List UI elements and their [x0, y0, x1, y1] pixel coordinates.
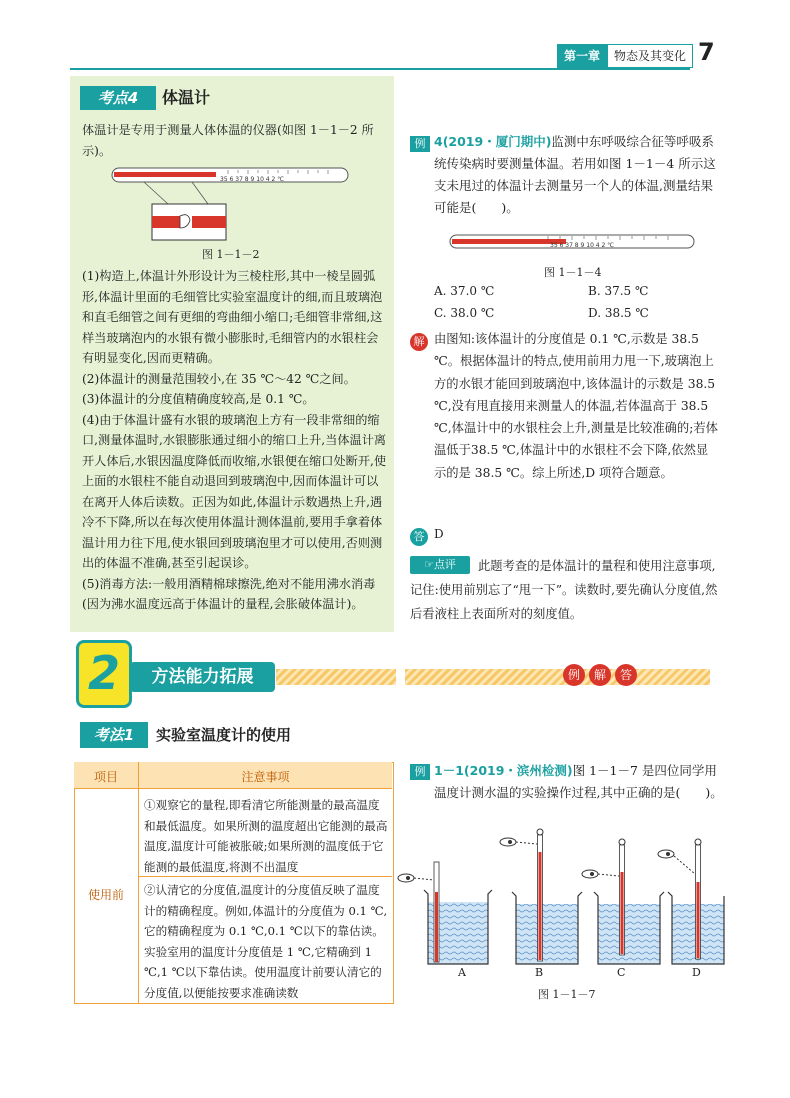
beaker-thermometers-figure [396, 812, 726, 968]
chapter-topic: 物态及其变化 [607, 44, 693, 68]
kaodian-point-3: (3)体温计的分度值精确度较高,是 0.1 ℃。 [82, 392, 315, 406]
section-stripe [276, 669, 396, 685]
example11-source: (2019・滨州检测) [463, 763, 573, 778]
kaodian-title: 体温计 [162, 88, 211, 107]
kaodian-body [82, 266, 388, 615]
option-b: B. 37.5 ℃ [588, 284, 649, 298]
label-a: A [458, 966, 466, 979]
kaodian-point-4: (4)由于体温计盛有水银的玻璃泡上方有一段非常细的缩口,测量体温时,水银膨胀通过细小的缩口上升,当体温计离开人体后,水银因温度降低而收缩,水银便在缩口处断开,使上面的水银柱不能自动退回到玻璃泡中,因而体温计可以在离开人体后读数。正因为如此,体温计示数遇热上升,遇冷不下降,所以在每次使用体温计测体温前,要用手拿着体温计用力往下甩,使水银回到玻璃泡里才可以使用,否则测出的体温不准确,甚至引起误诊。 [82, 412, 387, 570]
label-d: D [692, 966, 701, 979]
table-col-item: 项目 [93, 770, 118, 784]
kaodian-point-5: (5)消毒方法:一般用酒精棉球擦洗,绝对不能用沸水消毒(因为沸水温度远高于体温计的量程,会胀破体温计)。 [82, 576, 376, 611]
example4-source: (2019・厦门期中) [442, 134, 552, 149]
chapter-label: 第一章 [557, 44, 607, 68]
table-col-notes: 注意事项 [241, 770, 290, 784]
table-divider [74, 788, 392, 789]
label-b: B [535, 966, 544, 979]
section-stripe-right [405, 669, 710, 685]
thermometer-figure-1-1-4 [448, 232, 698, 252]
clinical-thermometer-figure [108, 162, 358, 246]
beaker-b [500, 829, 582, 964]
scale-numbers-1-1-4: 35 6 37 8 9 10 4 2 ℃ [550, 242, 614, 249]
option-a: A. 37.0 ℃ [434, 284, 495, 298]
example-tag: 例 [410, 136, 430, 152]
section-title: 方法能力拓展 [130, 662, 275, 692]
figure-caption-1-1-4: 图 1－1－4 [544, 266, 602, 279]
answer-text: D [434, 527, 444, 541]
table-divider [138, 762, 139, 1004]
kaofa-title: 实验室温度计的使用 [156, 726, 292, 744]
example4-question-text: 监测中东呼吸综合征等呼吸系统传染病时要测量体温。若用如图 1－1－4 所示这支未甩过的体温计去测量另一个人的体温,测量结果可能是( )。 [434, 134, 716, 215]
circle-li: 例 [563, 664, 585, 686]
comment-text: 此题考查的是体温计的量程和使用注意事项,记住:使用前别忘了“甩一下”。读数时,要先确认分度值,然后看液柱上表面所对的刻度值。 [410, 559, 718, 621]
comment-tag-label: 点评 [433, 558, 456, 571]
example11-number: 1－1 [434, 763, 464, 778]
circle-da: 答 [615, 664, 637, 686]
figure-caption-1-1-7: 图 1－1－7 [538, 988, 596, 1001]
page-number: 7 [698, 38, 715, 66]
kaodian-intro: 体温计是专用于测量人体体温的仪器(如图 1－1－2 所示)。 [82, 123, 374, 158]
label-c: C [617, 966, 626, 979]
comment-tag [410, 556, 470, 574]
beaker-c [582, 839, 664, 964]
beaker-a [398, 862, 492, 964]
table-row-label: 使用前 [87, 888, 124, 902]
kaodian-badge: 考点4 [80, 86, 156, 110]
example4-question [434, 131, 719, 219]
scale-numbers: 35 6 37 8 9 10 4 2 ℃ [220, 176, 284, 183]
option-d: D. 38.5 ℃ [588, 306, 649, 320]
solution-tag: 解 [410, 333, 428, 351]
pointing-hand-icon: ☞ [424, 558, 434, 571]
circle-jie: 解 [589, 664, 611, 686]
header-rule [70, 68, 690, 70]
answer-tag: 答 [410, 528, 428, 546]
section-number: 2 [76, 640, 132, 708]
kaodian-point-2: (2)体温计的测量范围较小,在 35 ℃～42 ℃之间。 [82, 371, 356, 386]
kaodian-point-1: (1)构造上,体温计外形设计为三棱柱形,其中一棱呈圆弧形,体温计里面的毛细管比实验室温度计的细,而且玻璃泡和直毛细管之间有更细的弯曲细小缩口;毛细管非常细,这样当玻璃泡内的水银有微小膨胀时,毛细管内的水银柱会有明显变化,因而更精确。 [82, 269, 383, 365]
kaofa-badge: 考法1 [80, 722, 148, 748]
example11-question-text: 图 1－1－7 是四位同学用温度计测水温的实验操作过程,其中正确的是( )。 [434, 763, 723, 800]
example4-number: 4 [434, 134, 443, 149]
option-c: C. 38.0 ℃ [434, 306, 495, 320]
table-cell-2: ②认清它的分度值,温度计的分度值反映了温度计的精确程度。例如,体温计的分度值为 0.1 ℃,它的精确程度为 0.1 ℃,0.1 ℃以下的靠估读。实验室用的温度计分度值是 1 ℃,它精确到 1 ℃,1 ℃以下靠估读。使用温度计前要认清它的分度值,以便能按要求准确读数 [144, 883, 388, 1000]
figure-caption-1-1-2: 图 1－1－2 [202, 248, 260, 261]
beaker-d [658, 839, 724, 964]
example11-question [434, 760, 724, 804]
table-cell-1: ①观察它的量程,即看清它所能测量的最高温度和最低温度。如果所测的温度超出它能测的最高温度,温度计可能被胀破;如果所测的温度低于它能测的最低温度,将测不出温度 [144, 798, 388, 874]
solution-text: 由图知:该体温计的分度值是 0.1 ℃,示数是 38.5 ℃。根据体温计的特点,使用前用力甩一下,玻璃泡上方的水银才能回到玻璃泡中,该体温计的示数是 38.5 ℃,没有甩直接用来测量人的体温,若体温高于 38.5 ℃,体温计中的水银柱会上升,测量是比较准确的;若体温低于38.5 ℃,体温计中的水银柱不会下降,依然显示的是 38.5 ℃。综上所述,D 项符合题意。 [434, 332, 718, 480]
example-tag: 例 [410, 764, 430, 780]
